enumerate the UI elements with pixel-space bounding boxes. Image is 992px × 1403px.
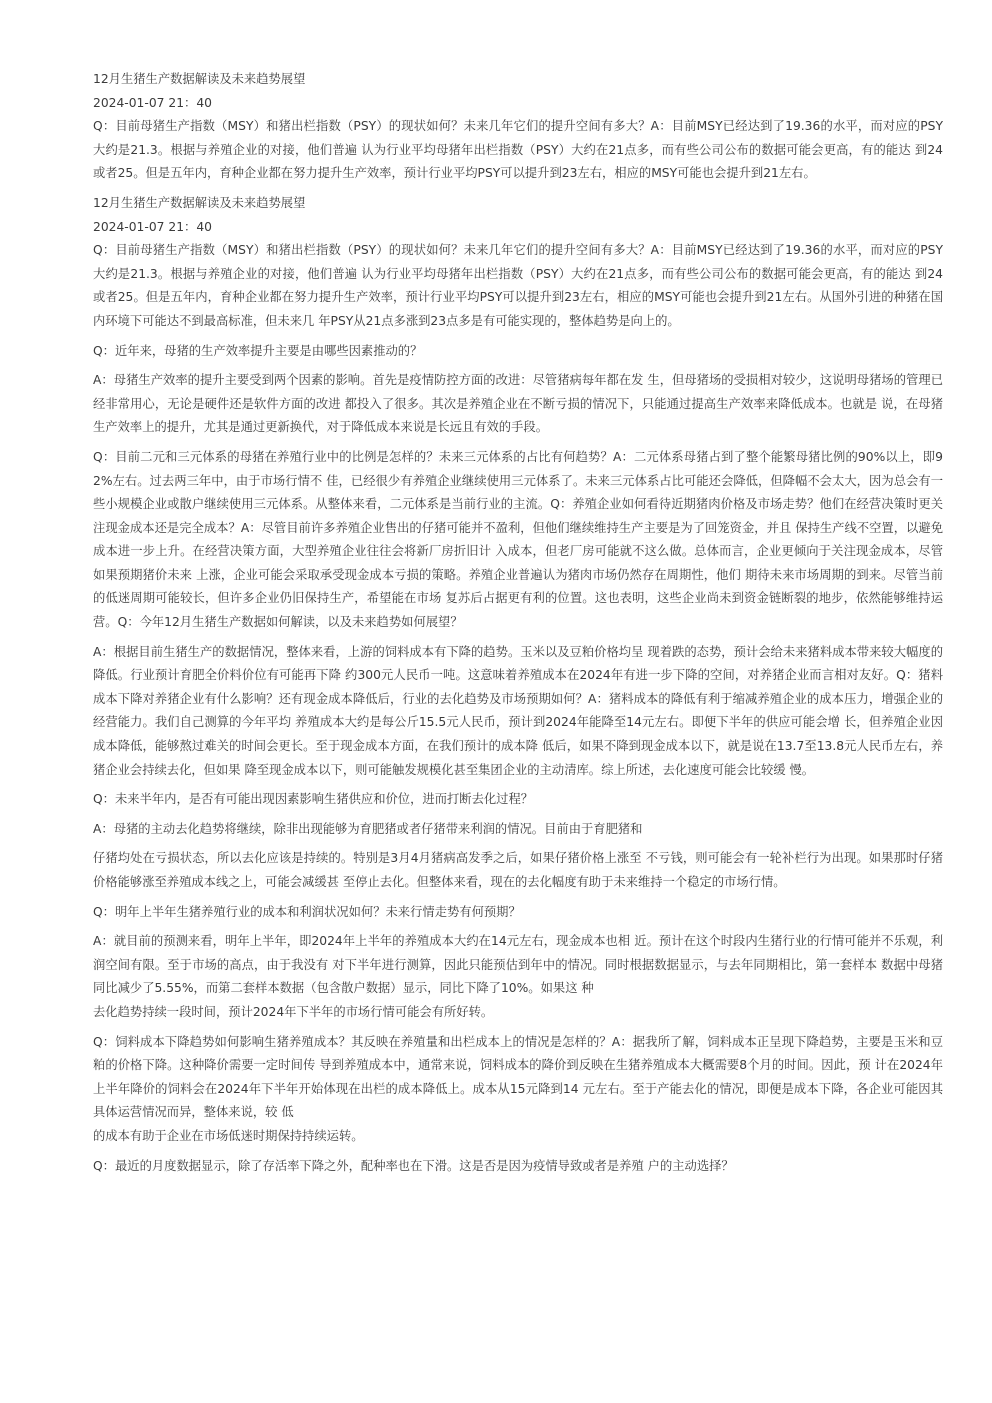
doc-date-2: 2024-01-07 21：40 (93, 219, 212, 234)
qa-paragraph-split-a: A：母猪的主动去化趋势将继续，除非出现能够为育肥猪或者仔猪带来利润的情况。目前由于育肥猪和 (93, 821, 643, 836)
doc-title-2: 12月生猪生产数据解读及未来趋势展望 (93, 195, 306, 210)
document-page (93, 68, 943, 1184)
qa-paragraph-last: Q：最近的月度数据显示，除了存活率下降之外，配种率也在下滑。这是否是因为疫情导致或者是养殖 户的主动选择？ (93, 1158, 734, 1173)
qa-paragraph: A：根据目前生猪生产的数据情况，整体来看，上游的饲料成本有下降的趋势。玉米以及豆粕价格均呈 现着跌的态势，预计会给未来猪料成本带来较大幅度的降低。行业预计育肥全价料价位有可能再下降 约300元人民币一吨。这意味着养殖成本在2024年有进一步下降的空间，对养猪企业而言相对友好。Q：猪料成本下降对养猪企业有什么影响？还有现金成本降低后，行业的去化趋势及市场预期如何？A：猪料成本的降低有利于缩减养殖企业的成本压力，增强企业的经营能力。我们自己测算的今年平均 养殖成本大约是每公斤15.5元人民币，预计到2024年能降至14元左右。即便下半年的供应可能会增 长，但养殖企业因成本降低，能够熬过难关的时间会更长。至于现金成本方面，在我们预计的成本降 低后，如果不降到现金成本以下，就是说在13.7至13.8元人民币左右，养猪企业会持续去化，但如果 降至现金成本以下，则可能触发规模化甚至集团企业的主动清库。综上所述，去化速度可能会比较缓 慢。 (93, 644, 943, 777)
qa-paragraph-msy-1: Q：目前母猪生产指数（MSY）和猪出栏指数（PSY）的现状如何？未来几年它们的提升空间有多大？A：目前MSY已经达到了19.36的水平，而对应的PSY大约是21.3。根据与养殖企业的对接，他们普遍 认为行业平均母猪年出栏指数（PSY）大约在21点多，而有些公司公布的数据可能会更高，有的能达 到24或者25。但是五年内，育种企业都在努力提升生产效率，预计行业平均PSY可以提升到23左右，相应的MSY可能也会提升到21左右。 (93, 119, 943, 181)
qa-paragraph-split-b: 仔猪均处在亏损状态，所以去化应该是持续的。特别是3月4月猪病高发季之后，如果仔猪价格上涨至 不亏钱，则可能会有一轮补栏行为出现。如果那时仔猪价格能够涨至养殖成本线之上，可能会减缓甚 至停止去化。但整体来看，现在的去化幅度有助于未来维持一个稳定的市场行情。 (93, 851, 943, 889)
qa-paragraph: Q：目前二元和三元体系的母猪在养殖行业中的比例是怎样的？未来三元体系的占比有何趋势？A：二元体系母猪占到了整个能繁母猪比例的90%以上，即92%左右。过去两三年中，由于市场行情不 佳，已经很少有养殖企业继续使用三元体系了。未来三元体系占比可能还会降低，但降幅不会太大，因为总会有一些小规模企业或散户继续使用三元体系。从整体来看，二元体系是当前行业的主流。Q：养殖企业如何看待近期猪肉价格及市场走势？他们在经营决策时更关注现金成本还是完全成本？A：尽管目前许多养殖企业售出的仔猪可能并不盈利，但他们继续维持生产主要是为了回笼资金，并且 保持生产线不空置，以避免成本进一步上升。在经营决策方面，大型养殖企业往往会将新厂房折旧计 入成本，但老厂房可能就不这么做。总体而言，企业更倾向于关注现金成本，尽管如果预期猪价未来 上涨，企业可能会采取承受现金成本亏损的策略。养殖企业普遍认为猪肉市场仍然存在周期性，他们 期待未来市场周期的到来。尽管当前的低迷周期可能较长，但许多企业仍旧保持生产，希望能在市场 复苏后占据更有利的位置。这也表明，这些企业尚未到资金链断裂的地步，依然能够维持运营。Q：今年12月生猪生产数据如何解读，以及未来趋势如何展望？ (93, 449, 943, 630)
qa-paragraph-feed-1: Q：饲料成本下降趋势如何影响生猪养殖成本？其反映在养殖量和出栏成本上的情况是怎样的？A：据我所了解，饲料成本正呈现下降趋势，主要是玉米和豆粕的价格下降。这种降价需要一定时间传 导到养殖成本中，通常来说，饲料成本的降价到反映在生猪养殖成本大概需要8个月的时间。因此，预 计在2024年上半年降价的饲料会在2024年下半年开始体现在出栏的成本降低上。成本从15元降到14 元左右。至于产能去化的情况，即便是成本下降，各企业可能因其具体运营情况而异，整体来说，较 低 (93, 1034, 943, 1120)
qa-paragraph: Q：明年上半年生猪养殖行业的成本和利润状况如何？未来行情走势有何预期？ (93, 904, 521, 919)
qa-paragraph-msy-2: Q：目前母猪生产指数（MSY）和猪出栏指数（PSY）的现状如何？未来几年它们的提升空间有多大？A：目前MSY已经达到了19.36的水平，而对应的PSY大约是21.3。根据与养殖企业的对接，他们普遍 认为行业平均母猪年出栏指数（PSY）大约在21点多，而有些公司公布的数据可能会更高，有的能达 到24或者25。但是五年内，育种企业都在努力提升生产效率，预计行业平均PSY可以提升到23左右，相应的MSY可能也会提升到21左右。从国外引进的种猪在国内环境下可能达不到最高标准，但未来几 年PSY从21点多涨到23点多是有可能实现的，整体趋势是向上的。 (93, 243, 943, 328)
qa-paragraph: A：母猪生产效率的提升主要受到两个因素的影响。首先是疫情防控方面的改进：尽管猪病每年都在发 生，但母猪场的受损相对较少，这说明母猪场的管理已经非常用心，无论是硬件还是软件方面的改进 都投入了很多。其次是养殖企业在不断亏损的情况下，只能通过提高生产效率来降低成本。也就是 说，在母猪生产效率上的提升，尤其是通过更新换代，对于降低成本来说是长远且有效的手段。 (93, 373, 943, 435)
doc-title-1: 12月生猪生产数据解读及未来趋势展望 (93, 72, 306, 86)
qa-paragraph: Q：近年来，母猪的生产效率提升主要是由哪些因素推动的？ (93, 343, 423, 358)
qa-paragraph-feed-2: 的成本有助于企业在市场低迷时期保持持续运转。 (93, 1128, 364, 1143)
qa-paragraph-cost-2: 去化趋势持续一段时间，预计2024年下半年的市场行情可能会有所好转。 (93, 1004, 494, 1019)
doc-date-1: 2024-01-07 21：40 (93, 95, 212, 110)
qa-paragraph: Q：未来半年内，是否有可能出现因素影响生猪供应和价位，进而打断去化过程？ (93, 792, 534, 807)
qa-paragraph-cost-1: A：就目前的预测来看，明年上半年，即2024年上半年的养殖成本大约在14元左右，现金成本也相 近。预计在这个时段内生猪行业的行情可能并不乐观，利润空间有限。至于市场的高点，由于我没有 对下半年进行测算，因此只能预估到年中的情况。同时根据数据显示，与去年同期相比，第一套样本 数据中母猪同比减少了5.55%，而第二套样本数据（包含散户数据）显示，同比下降了10%。如果这 种 (93, 934, 943, 996)
